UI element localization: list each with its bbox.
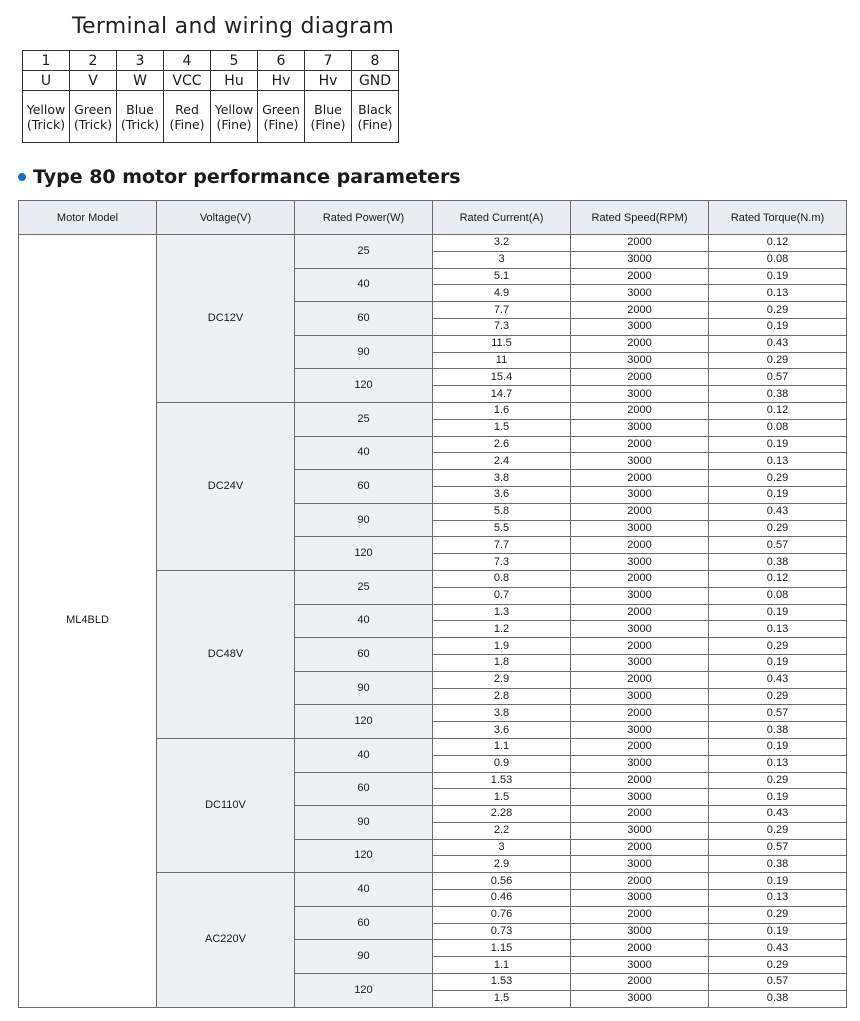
current-cell: 1.5 bbox=[433, 789, 571, 806]
current-cell: 1.1 bbox=[433, 957, 571, 974]
wire-gauge: (Fine) bbox=[357, 116, 393, 132]
wire-color bbox=[164, 91, 211, 143]
current-cell: 1.9 bbox=[433, 638, 571, 655]
torque-cell: 0.29 bbox=[709, 302, 847, 319]
speed-cell: 3000 bbox=[571, 554, 709, 571]
torque-cell: 0.13 bbox=[709, 453, 847, 470]
torque-cell: 0.43 bbox=[709, 503, 847, 520]
wire-gauge: (Fine) bbox=[216, 116, 252, 132]
torque-cell: 0.12 bbox=[709, 235, 847, 252]
voltage-cell: DC24V bbox=[157, 402, 295, 570]
current-cell: 0.9 bbox=[433, 755, 571, 772]
current-cell: 2.28 bbox=[433, 806, 571, 823]
torque-cell: 0.19 bbox=[709, 873, 847, 890]
power-cell: 120 bbox=[295, 369, 433, 403]
current-cell: 11 bbox=[433, 352, 571, 369]
current-cell: 5.1 bbox=[433, 268, 571, 285]
speed-cell: 3000 bbox=[571, 654, 709, 671]
wire-color bbox=[258, 91, 305, 143]
terminal-signal: U bbox=[23, 71, 70, 91]
torque-cell: 0.29 bbox=[709, 470, 847, 487]
torque-cell: 0.29 bbox=[709, 906, 847, 923]
torque-cell: 0.12 bbox=[709, 570, 847, 587]
terminal-signal: Hu bbox=[211, 71, 258, 91]
wire-color-name: Blue bbox=[126, 101, 154, 117]
torque-cell: 0.43 bbox=[709, 806, 847, 823]
column-header: Rated Speed(RPM) bbox=[571, 201, 709, 235]
speed-cell: 3000 bbox=[571, 789, 709, 806]
power-cell: 25 bbox=[295, 402, 433, 436]
speed-cell: 2000 bbox=[571, 369, 709, 386]
torque-cell: 0.29 bbox=[709, 638, 847, 655]
speed-cell: 3000 bbox=[571, 621, 709, 638]
power-cell: 25 bbox=[295, 570, 433, 604]
current-cell: 3.2 bbox=[433, 235, 571, 252]
torque-cell: 0.19 bbox=[709, 789, 847, 806]
table-header-row bbox=[19, 201, 847, 235]
current-cell: 7.3 bbox=[433, 318, 571, 335]
speed-cell: 3000 bbox=[571, 587, 709, 604]
current-cell: 5.8 bbox=[433, 503, 571, 520]
current-cell: 1.3 bbox=[433, 604, 571, 621]
wire-color-name: Green bbox=[262, 101, 300, 117]
bullet-icon bbox=[18, 173, 26, 181]
terminal-number: 1 bbox=[23, 51, 70, 71]
terminal-signal: VCC bbox=[164, 71, 211, 91]
power-cell: 60 bbox=[295, 470, 433, 504]
speed-cell: 2000 bbox=[571, 671, 709, 688]
speed-cell: 2000 bbox=[571, 604, 709, 621]
current-cell: 1.53 bbox=[433, 974, 571, 991]
voltage-cell: DC110V bbox=[157, 738, 295, 872]
speed-cell: 2000 bbox=[571, 402, 709, 419]
current-cell: 1.5 bbox=[433, 990, 571, 1007]
current-cell: 1.8 bbox=[433, 654, 571, 671]
power-cell: 120 bbox=[295, 537, 433, 571]
speed-cell: 3000 bbox=[571, 419, 709, 436]
speed-cell: 2000 bbox=[571, 335, 709, 352]
power-cell: 40 bbox=[295, 873, 433, 907]
torque-cell: 0.08 bbox=[709, 587, 847, 604]
power-cell: 25 bbox=[295, 235, 433, 269]
torque-cell: 0.12 bbox=[709, 402, 847, 419]
torque-cell: 0.38 bbox=[709, 722, 847, 739]
speed-cell: 2000 bbox=[571, 537, 709, 554]
speed-cell: 2000 bbox=[571, 436, 709, 453]
current-cell: 1.53 bbox=[433, 772, 571, 789]
column-header: Rated Current(A) bbox=[433, 201, 571, 235]
speed-cell: 3000 bbox=[571, 318, 709, 335]
terminal-number: 4 bbox=[164, 51, 211, 71]
power-cell: 90 bbox=[295, 806, 433, 840]
torque-cell: 0.13 bbox=[709, 621, 847, 638]
speed-cell: 3000 bbox=[571, 856, 709, 873]
speed-cell: 2000 bbox=[571, 806, 709, 823]
wire-color-name: Black bbox=[358, 101, 392, 117]
current-cell: 0.73 bbox=[433, 923, 571, 940]
column-header: Rated Power(W) bbox=[295, 201, 433, 235]
current-cell: 3 bbox=[433, 839, 571, 856]
wire-gauge: (Trick) bbox=[26, 116, 66, 132]
wiring-table bbox=[22, 50, 399, 143]
power-cell: 120 bbox=[295, 839, 433, 873]
speed-cell: 3000 bbox=[571, 990, 709, 1007]
current-cell: 1.5 bbox=[433, 419, 571, 436]
torque-cell: 0.19 bbox=[709, 268, 847, 285]
torque-cell: 0.57 bbox=[709, 839, 847, 856]
torque-cell: 0.19 bbox=[709, 436, 847, 453]
current-cell: 7.3 bbox=[433, 554, 571, 571]
torque-cell: 0.29 bbox=[709, 772, 847, 789]
current-cell: 2.4 bbox=[433, 453, 571, 470]
current-cell: 11.5 bbox=[433, 335, 571, 352]
motor-model-cell: ML4BLD bbox=[19, 235, 157, 1008]
current-cell: 2.9 bbox=[433, 671, 571, 688]
speed-cell: 2000 bbox=[571, 772, 709, 789]
speed-cell: 2000 bbox=[571, 570, 709, 587]
wiring-diagram-title: Terminal and wiring diagram bbox=[72, 14, 395, 39]
current-cell: 1.15 bbox=[433, 940, 571, 957]
power-cell: 90 bbox=[295, 503, 433, 537]
speed-cell: 3000 bbox=[571, 453, 709, 470]
power-cell: 120 bbox=[295, 705, 433, 739]
speed-cell: 3000 bbox=[571, 352, 709, 369]
speed-cell: 2000 bbox=[571, 470, 709, 487]
speed-cell: 3000 bbox=[571, 755, 709, 772]
wiring-color-row bbox=[23, 91, 399, 143]
current-cell: 14.7 bbox=[433, 386, 571, 403]
section-heading bbox=[18, 166, 461, 188]
speed-cell: 2000 bbox=[571, 940, 709, 957]
torque-cell: 0.08 bbox=[709, 251, 847, 268]
torque-cell: 0.43 bbox=[709, 335, 847, 352]
torque-cell: 0.13 bbox=[709, 890, 847, 907]
terminal-signal: Hv bbox=[305, 71, 352, 91]
terminal-signal: GND bbox=[352, 71, 399, 91]
terminal-number: 6 bbox=[258, 51, 305, 71]
terminal-number: 3 bbox=[117, 51, 164, 71]
column-header: Rated Torque(N.m) bbox=[709, 201, 847, 235]
speed-cell: 2000 bbox=[571, 738, 709, 755]
wire-gauge: (Trick) bbox=[120, 116, 160, 132]
current-cell: 1.2 bbox=[433, 621, 571, 638]
torque-cell: 0.38 bbox=[709, 554, 847, 571]
voltage-cell: AC220V bbox=[157, 873, 295, 1007]
torque-cell: 0.57 bbox=[709, 705, 847, 722]
power-cell: 40 bbox=[295, 436, 433, 470]
current-cell: 0.7 bbox=[433, 587, 571, 604]
speed-cell: 2000 bbox=[571, 302, 709, 319]
speed-cell: 2000 bbox=[571, 503, 709, 520]
wire-gauge: (Fine) bbox=[263, 116, 299, 132]
speed-cell: 3000 bbox=[571, 486, 709, 503]
terminal-signal: Hv bbox=[258, 71, 305, 91]
speed-cell: 3000 bbox=[571, 285, 709, 302]
wire-color bbox=[352, 91, 399, 143]
torque-cell: 0.43 bbox=[709, 940, 847, 957]
wire-color-name: Blue bbox=[314, 101, 342, 117]
wire-color-name: Green bbox=[74, 101, 112, 117]
speed-cell: 3000 bbox=[571, 386, 709, 403]
current-cell: 3.6 bbox=[433, 722, 571, 739]
current-cell: 0.76 bbox=[433, 906, 571, 923]
current-cell: 0.8 bbox=[433, 570, 571, 587]
wire-gauge: (Trick) bbox=[73, 116, 113, 132]
speed-cell: 2000 bbox=[571, 839, 709, 856]
torque-cell: 0.29 bbox=[709, 822, 847, 839]
speed-cell: 2000 bbox=[571, 268, 709, 285]
wire-gauge: (Fine) bbox=[310, 116, 346, 132]
table-body bbox=[19, 235, 847, 1008]
power-cell: 60 bbox=[295, 638, 433, 672]
column-header: Voltage(V) bbox=[157, 201, 295, 235]
torque-cell: 0.57 bbox=[709, 369, 847, 386]
torque-cell: 0.29 bbox=[709, 352, 847, 369]
speed-cell: 2000 bbox=[571, 235, 709, 252]
torque-cell: 0.19 bbox=[709, 486, 847, 503]
current-cell: 15.4 bbox=[433, 369, 571, 386]
current-cell: 3.8 bbox=[433, 470, 571, 487]
wiring-signal-row bbox=[23, 71, 399, 91]
torque-cell: 0.19 bbox=[709, 318, 847, 335]
torque-cell: 0.43 bbox=[709, 671, 847, 688]
current-cell: 2.9 bbox=[433, 856, 571, 873]
voltage-cell: DC48V bbox=[157, 570, 295, 738]
torque-cell: 0.19 bbox=[709, 923, 847, 940]
terminal-number: 5 bbox=[211, 51, 258, 71]
wire-color-name: Yellow bbox=[26, 101, 66, 117]
power-cell: 60 bbox=[295, 772, 433, 806]
wire-color-name: Yellow bbox=[214, 101, 254, 117]
torque-cell: 0.13 bbox=[709, 285, 847, 302]
speed-cell: 3000 bbox=[571, 957, 709, 974]
current-cell: 7.7 bbox=[433, 537, 571, 554]
speed-cell: 3000 bbox=[571, 251, 709, 268]
speed-cell: 2000 bbox=[571, 906, 709, 923]
power-cell: 40 bbox=[295, 738, 433, 772]
torque-cell: 0.29 bbox=[709, 688, 847, 705]
torque-cell: 0.08 bbox=[709, 419, 847, 436]
current-cell: 3 bbox=[433, 251, 571, 268]
current-cell: 1.1 bbox=[433, 738, 571, 755]
wire-gauge: (Fine) bbox=[169, 116, 205, 132]
wire-color bbox=[211, 91, 258, 143]
terminal-number: 2 bbox=[70, 51, 117, 71]
voltage-cell: DC12V bbox=[157, 235, 295, 403]
wire-color-name: Red bbox=[175, 101, 199, 117]
power-cell: 90 bbox=[295, 671, 433, 705]
torque-cell: 0.29 bbox=[709, 520, 847, 537]
current-cell: 7.7 bbox=[433, 302, 571, 319]
current-cell: 5.5 bbox=[433, 520, 571, 537]
speed-cell: 3000 bbox=[571, 923, 709, 940]
power-cell: 40 bbox=[295, 268, 433, 302]
current-cell: 3.8 bbox=[433, 705, 571, 722]
current-cell: 0.46 bbox=[433, 890, 571, 907]
torque-cell: 0.38 bbox=[709, 386, 847, 403]
terminal-signal: W bbox=[117, 71, 164, 91]
torque-cell: 0.19 bbox=[709, 604, 847, 621]
power-cell: 90 bbox=[295, 940, 433, 974]
current-cell: 3.6 bbox=[433, 486, 571, 503]
current-cell: 2.6 bbox=[433, 436, 571, 453]
power-cell: 90 bbox=[295, 335, 433, 369]
power-cell: 60 bbox=[295, 302, 433, 336]
speed-cell: 3000 bbox=[571, 890, 709, 907]
torque-cell: 0.19 bbox=[709, 738, 847, 755]
torque-cell: 0.38 bbox=[709, 856, 847, 873]
speed-cell: 2000 bbox=[571, 638, 709, 655]
current-cell: 2.2 bbox=[433, 822, 571, 839]
current-cell: 2.8 bbox=[433, 688, 571, 705]
power-cell: 40 bbox=[295, 604, 433, 638]
current-cell: 1.6 bbox=[433, 402, 571, 419]
terminal-number: 8 bbox=[352, 51, 399, 71]
performance-table bbox=[18, 200, 847, 1008]
speed-cell: 3000 bbox=[571, 822, 709, 839]
torque-cell: 0.38 bbox=[709, 990, 847, 1007]
wire-color bbox=[23, 91, 70, 143]
table-row bbox=[19, 235, 847, 252]
speed-cell: 3000 bbox=[571, 688, 709, 705]
speed-cell: 3000 bbox=[571, 722, 709, 739]
torque-cell: 0.13 bbox=[709, 755, 847, 772]
torque-cell: 0.29 bbox=[709, 957, 847, 974]
power-cell: 120 bbox=[295, 974, 433, 1008]
torque-cell: 0.57 bbox=[709, 537, 847, 554]
speed-cell: 2000 bbox=[571, 873, 709, 890]
wire-color bbox=[70, 91, 117, 143]
current-cell: 0.56 bbox=[433, 873, 571, 890]
terminal-number: 7 bbox=[305, 51, 352, 71]
wire-color bbox=[305, 91, 352, 143]
column-header: Motor Model bbox=[19, 201, 157, 235]
speed-cell: 3000 bbox=[571, 520, 709, 537]
section-title-text: Type 80 motor performance parameters bbox=[33, 166, 461, 188]
wire-color bbox=[117, 91, 164, 143]
wiring-number-row bbox=[23, 51, 399, 71]
terminal-signal: V bbox=[70, 71, 117, 91]
current-cell: 4.9 bbox=[433, 285, 571, 302]
power-cell: 60 bbox=[295, 906, 433, 940]
speed-cell: 2000 bbox=[571, 705, 709, 722]
torque-cell: 0.57 bbox=[709, 974, 847, 991]
torque-cell: 0.19 bbox=[709, 654, 847, 671]
speed-cell: 2000 bbox=[571, 974, 709, 991]
